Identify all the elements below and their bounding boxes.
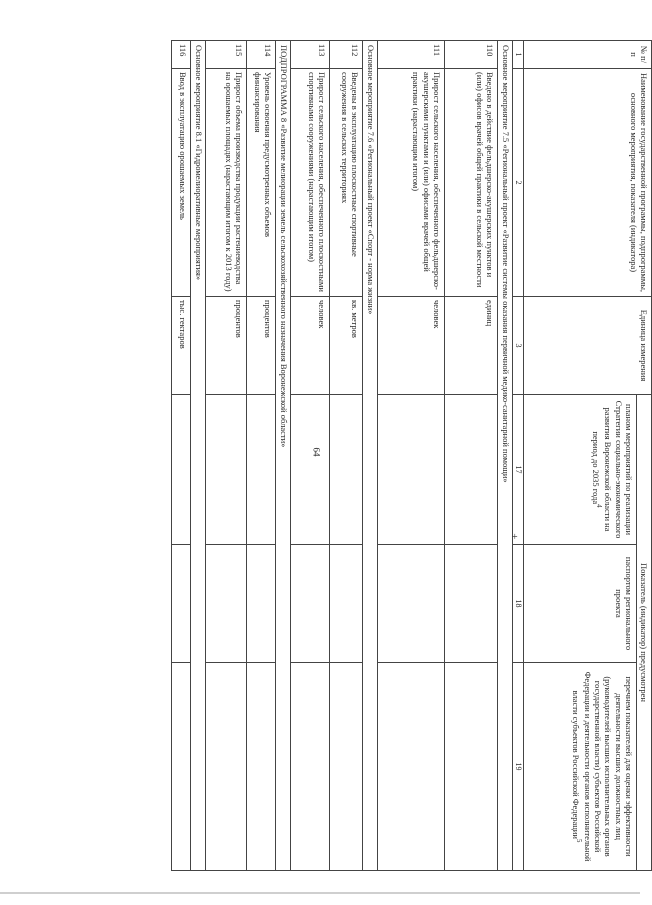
section-row	[362, 41, 377, 871]
col-number: 1	[512, 41, 523, 69]
row-unit: кв. метров	[329, 297, 362, 395]
row-passport	[246, 545, 275, 663]
row-plan	[329, 395, 362, 545]
row-passport	[290, 545, 329, 663]
col-number: 17	[512, 395, 523, 545]
row-unit: человек	[377, 297, 444, 395]
table-row	[205, 41, 246, 871]
section-row	[497, 41, 512, 871]
row-unit: тыс. гектаров	[171, 297, 190, 395]
header-no: № п/п	[523, 41, 651, 69]
row-plan	[246, 395, 275, 545]
col-number: 18	[512, 545, 523, 663]
row-number: 112	[329, 41, 362, 69]
row-list	[444, 663, 497, 871]
header-row-1	[636, 41, 651, 871]
row-passport	[205, 545, 246, 663]
column-number-row	[512, 41, 523, 871]
row-name: Введены в эксплуатацию плоскостные спортивные сооружения в сельских территориях	[329, 69, 362, 297]
scan-edge-line	[0, 892, 640, 894]
row-list	[246, 663, 275, 871]
plus-mark: +	[512, 532, 518, 543]
page-number: 64	[311, 447, 322, 457]
row-list	[205, 663, 246, 871]
row-name: Прирост сельского населения, обеспеченного плоскостными спортивными сооружениями (нарастающим итогом)	[290, 69, 329, 297]
row-name: Прирост объема производства продукции растениеводства на орошаемых площадях (нарастающим итогом к 2013 году)	[205, 69, 246, 297]
row-passport	[444, 545, 497, 663]
row-number: 113	[290, 41, 329, 69]
indicator-table	[171, 40, 652, 871]
row-number: 116	[171, 41, 190, 69]
row-name: Введено в действие фельдшерско-акушерских пунктов и (или) офисов врачей общей практики в сельской местности	[444, 69, 497, 297]
row-name: Прирост сельского населения, обеспеченного фельдшерско-акушерскими пунктами и (или) офисами врачей общей практики (нарастающим итогом)	[377, 69, 444, 297]
row-list	[377, 663, 444, 871]
col-number: 2	[512, 69, 523, 297]
section-title: Основное мероприятие 7.6 «Региональный проект «Спорт - норма жизни»	[362, 41, 377, 871]
row-list	[290, 663, 329, 871]
row-plan	[290, 395, 329, 545]
rotated-table-container	[0, 40, 652, 870]
col-number: 3	[512, 297, 523, 395]
row-plan	[444, 395, 497, 545]
row-number: 110	[444, 41, 497, 69]
row-name: Уровень освоения предусмотренных объемов финансирования	[246, 69, 275, 297]
row-number: 114	[246, 41, 275, 69]
row-unit: процентов	[246, 297, 275, 395]
header-list-text: перечнем показателей для оценки эффективности деятельности высших должностных лиц (руководителей высших исполнительных органов государственной власти) субъектов Российской Федерации и деятельности органов исполнительной власти субъектов Российской Федерации	[571, 671, 634, 862]
row-passport	[329, 545, 362, 663]
table-row	[329, 41, 362, 871]
table-row	[444, 41, 497, 871]
row-plan	[205, 395, 246, 545]
table-row	[171, 41, 190, 871]
header-list-note: 5	[574, 838, 583, 843]
section-title: ПОДПРОГРАММА 8 «Развитие мелиорации земель сельскохозяйственного назначения Воронежской области»	[275, 41, 290, 871]
row-name: Ввод в эксплуатацию орошаемых земель	[171, 69, 190, 297]
header-name: Наименование государственной программы, подпрограммы, основного мероприятия, показателя (индикатора)	[523, 69, 651, 297]
section-title: Основное мероприятие 7.5 «Региональный проект «Развитие системы оказания первичной медико-санитарной помощи»	[497, 41, 512, 871]
row-unit: человек	[290, 297, 329, 395]
row-plan	[377, 395, 444, 545]
row-number: 111	[377, 41, 444, 69]
row-unit: процентов	[205, 297, 246, 395]
table-row	[246, 41, 275, 871]
table-row	[290, 41, 329, 871]
header-passport: паспортом регионального проекта	[523, 545, 636, 663]
header-list	[523, 663, 636, 871]
row-passport	[171, 545, 190, 663]
row-unit: единиц	[444, 297, 497, 395]
section-row	[190, 41, 205, 871]
row-plan	[171, 395, 190, 545]
header-plan-text: планом мероприятий по реализации Стратегии социально-экономического развития Воронежской области на период до 2035 года	[591, 400, 634, 539]
row-passport	[377, 545, 444, 663]
row-number: 115	[205, 41, 246, 69]
section-title: Основное мероприятие 8.1 «Гидромелиоративные мероприятия»	[190, 41, 205, 871]
header-group: Показатель (индикатор) предусмотрен	[636, 395, 651, 871]
header-plan	[523, 395, 636, 545]
table-row	[377, 41, 444, 871]
header-plan-note: 4	[595, 504, 604, 508]
row-list	[171, 663, 190, 871]
row-list	[329, 663, 362, 871]
section-row	[275, 41, 290, 871]
col-number: 19	[512, 663, 523, 871]
header-unit: Единица измерения	[523, 297, 651, 395]
